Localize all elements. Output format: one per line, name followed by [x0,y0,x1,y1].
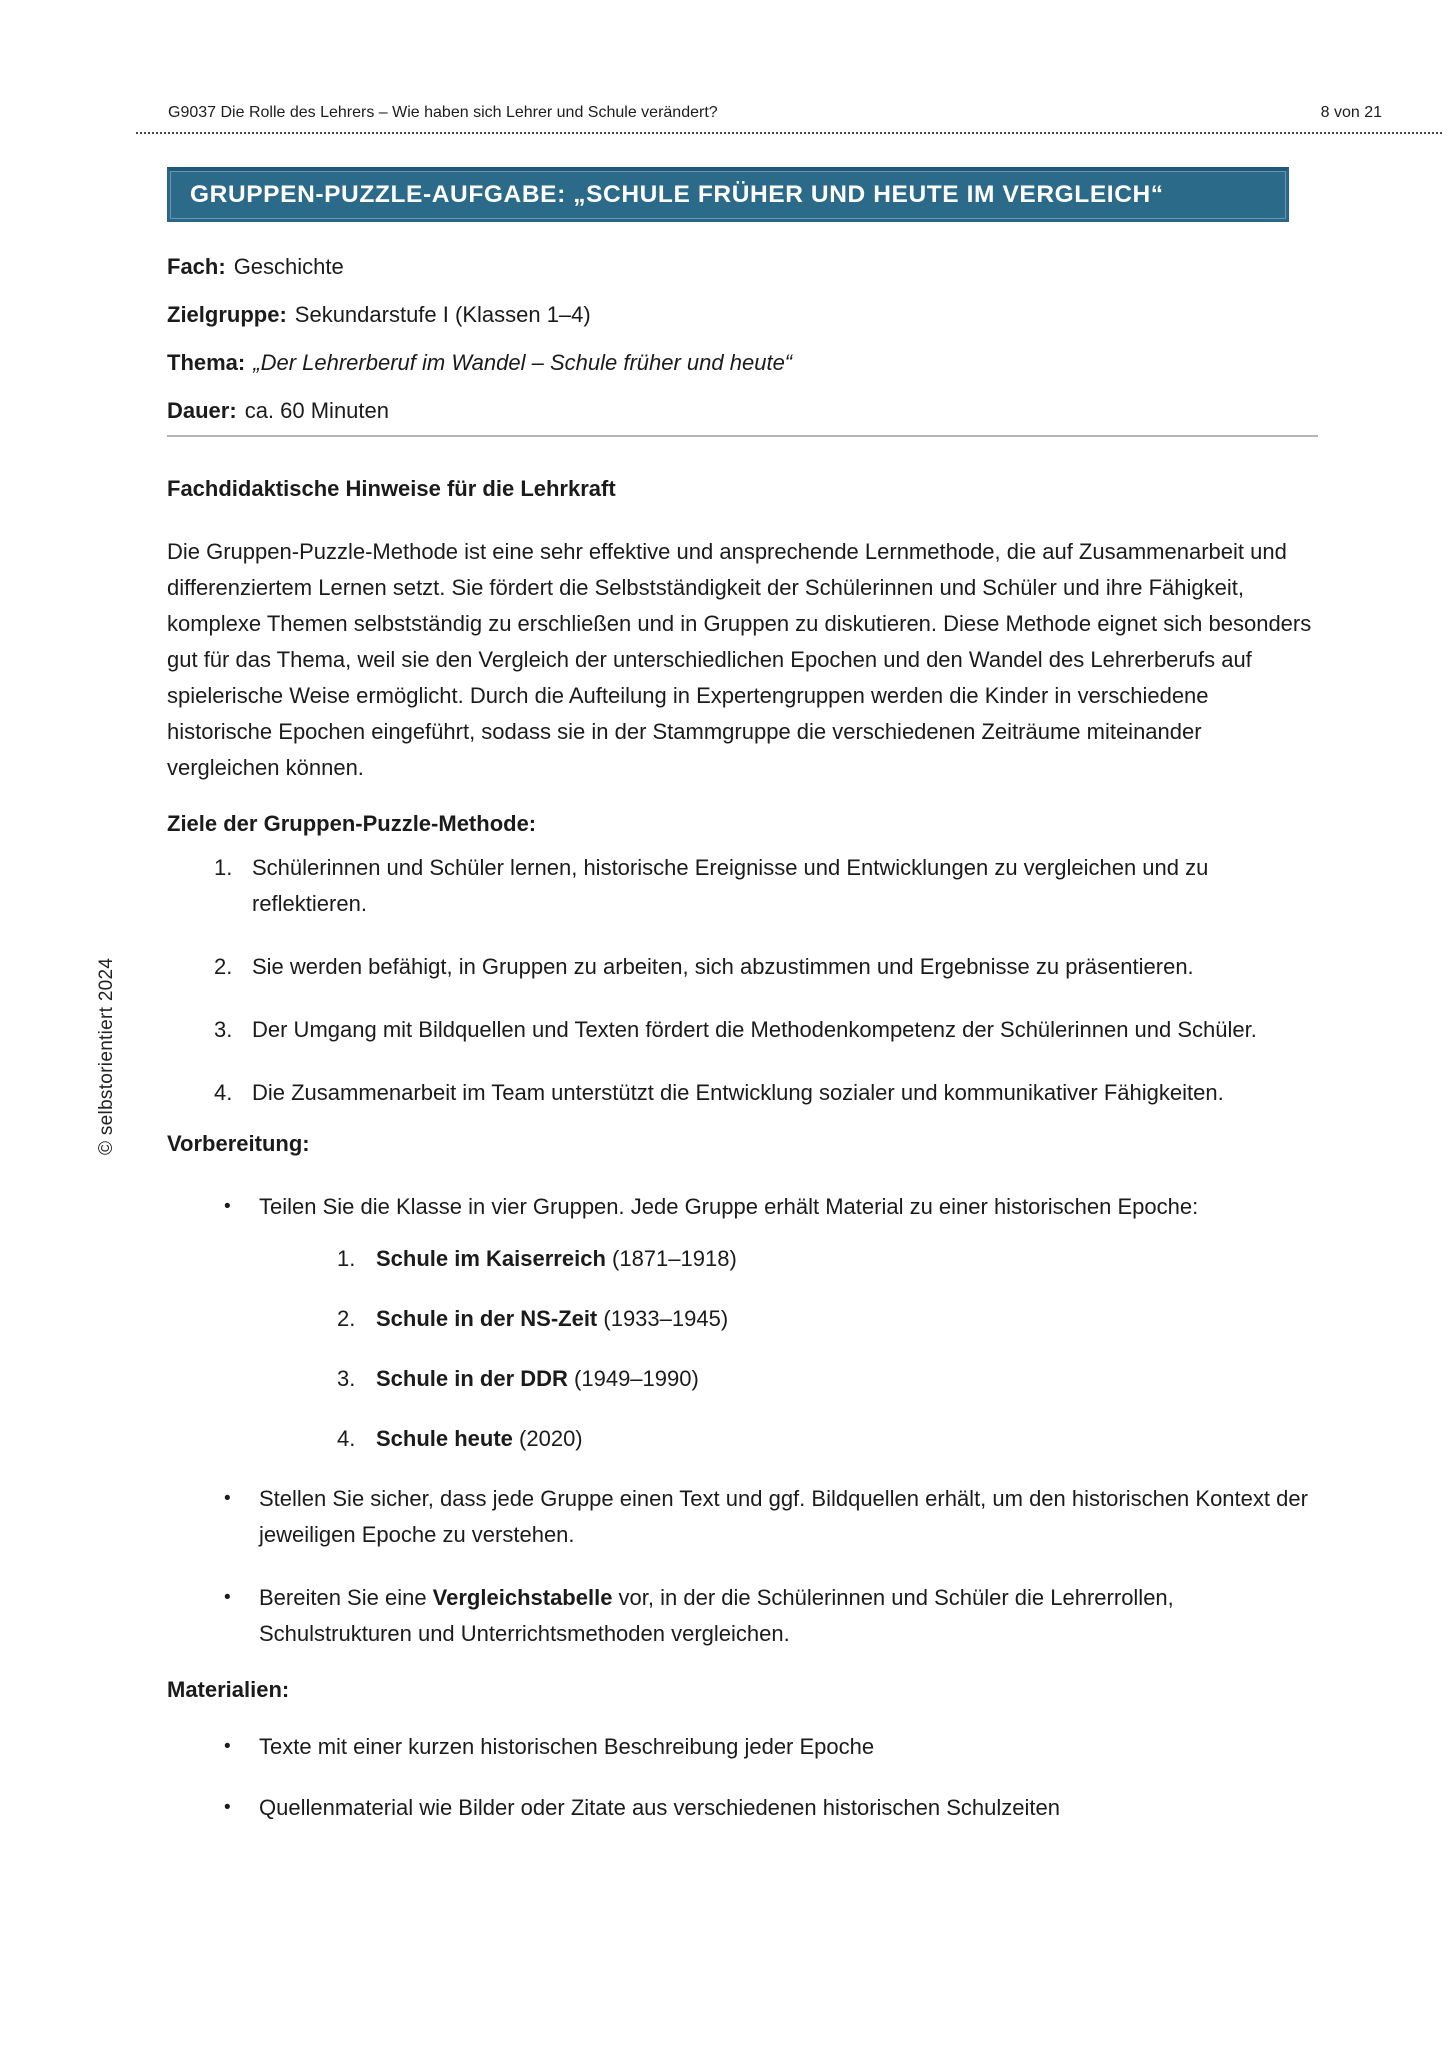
copyright-vertical-label: © selbstorientiert 2024 [96,957,117,1155]
epoche-text [376,1361,699,1397]
ziele-item-text: Schülerinnen und Schüler lernen, historische Ereignisse und Entwicklungen zu vergleichen und zu reflektieren. [252,855,1209,916]
vorbereitung-bullet-1-text: Teilen Sie die Klasse in vier Gruppen. Jede Gruppe erhält Material zu einer historischen Epoche: [259,1194,1199,1219]
list-number: 2. [337,1306,356,1331]
materialien-item [167,1729,1318,1765]
bullet-3-bold: Vergleichstabelle [432,1585,613,1610]
ziele-item [214,949,1318,985]
meta-block [167,243,1318,435]
meta-label-dauer: Dauer: [167,398,237,423]
epoche-name: Schule in der DDR [376,1366,568,1391]
ziele-item-text: Der Umgang mit Bildquellen und Texten fördert die Methodenkompetenz der Schülerinnen und Schüler. [252,1017,1257,1042]
hinweise-paragraph: Die Gruppen-Puzzle-Methode ist eine sehr effektive und ansprechende Lernmethode, die auf Zusammenarbeit und differenziertem Lernen setzt. Sie fördert die Selbstständigkeit der Schülerinnen und Schüler und ihre Fähigkeit, komplexe Themen selbstständig zu erschließen und in Gruppen zu diskutieren. Diese Methode eignet sich besonders gut für das Thema, weil sie den Vergleich der unterschiedlichen Epochen und den Wandel des Lehrerberufs auf spielerische Weise ermöglicht. Durch die Aufteilung in Expertengruppen werden die Kinder in verschiedene historische Epochen eingeführt, sodass sie in der Stammgruppe die verschiedenen Zeiträume miteinander vergleichen können. [167,539,1312,780]
epoche-years: (1949–1990) [567,1366,699,1391]
epoche-name: Schule heute [376,1426,513,1451]
materialien-heading: Materialien: [167,1677,290,1702]
ziele-item-text: Die Zusammenarbeit im Team unterstützt die Entwicklung sozialer und kommunikativer Fähigkeiten. [252,1080,1224,1105]
ziele-item-text: Sie werden befähigt, in Gruppen zu arbeiten, sich abzustimmen und Ergebnisse zu präsentieren. [252,954,1194,979]
running-header-title: G9037 Die Rolle des Lehrers – Wie haben sich Lehrer und Schule verändert? [168,104,718,121]
ziele-list [167,850,1318,1111]
meta-label-thema: Thema: [167,350,246,375]
meta-label-fach: Fach: [167,254,226,279]
epoche-item [337,1301,1318,1337]
epoche-text [376,1301,728,1337]
vorbereitung-bullet-2 [167,1481,1318,1553]
materialien-item-text: Quellenmaterial wie Bilder oder Zitate aus verschiedenen historischen Schulzeiten [259,1795,1060,1820]
ziele-heading: Ziele der Gruppen-Puzzle-Methode: [167,811,537,836]
bullet-icon: • [224,1488,231,1509]
ziele-item [214,850,1318,922]
meta-row-thema [167,339,1318,387]
list-number: 4. [337,1426,356,1451]
bullet-icon: • [224,1736,231,1757]
section-divider [167,435,1318,437]
materialien-item [167,1790,1318,1826]
bullet-icon: • [224,1196,231,1217]
meta-row-dauer [167,387,1318,435]
page-number: 8 von 21 [1320,104,1382,121]
vorbereitung-bullet-2-text: Stellen Sie sicher, dass jede Gruppe einen Text und ggf. Bildquellen erhält, um den historischen Kontext der jeweiligen Epoche zu verstehen. [259,1486,1308,1547]
bullet-3-pre: Bereiten Sie eine [259,1585,433,1610]
epochen-list [167,1241,1318,1457]
bullet-3-post: vor, in der die Schülerinnen und Schüler die Lehrerrollen, Schulstrukturen und Unterrichtsmethoden vergleichen. [259,1585,1174,1646]
epoche-years: (1933–1945) [597,1306,729,1331]
meta-value-dauer: ca. 60 Minuten [244,398,389,423]
epoche-years: (1871–1918) [605,1246,737,1271]
materialien-item-text: Texte mit einer kurzen historischen Beschreibung jeder Epoche [259,1734,875,1759]
list-number: 2. [214,954,233,979]
title-banner-text: GRUPPEN-PUZZLE-AUFGABE: „SCHULE FRÜHER UND HEUTE IM VERGLEICH“ [190,181,1164,208]
bullet-icon: • [224,1797,231,1818]
epoche-name: Schule in der NS-Zeit [376,1306,598,1331]
meta-value-fach: Geschichte [233,254,344,279]
list-number: 1. [337,1246,356,1271]
epoche-item [337,1361,1318,1397]
page-content [167,167,1318,1826]
bullet-icon: • [224,1587,231,1608]
list-number: 3. [214,1017,233,1042]
ziele-item [214,1075,1318,1111]
vorbereitung-bullet-1 [167,1189,1318,1225]
ziele-item [214,1012,1318,1048]
vorbereitung-bullet-3 [167,1580,1318,1652]
running-header [136,104,1442,134]
meta-value-thema: „Der Lehrerberuf im Wandel – Schule früher und heute“ [253,350,793,375]
vorbereitung-bullet-3-text [259,1580,1318,1652]
list-number: 4. [214,1080,233,1105]
hinweise-heading: Fachdidaktische Hinweise für die Lehrkraft [167,476,616,501]
meta-value-zielgruppe: Sekundarstufe I (Klassen 1–4) [294,302,591,327]
epoche-name: Schule im Kaiserreich [376,1246,606,1271]
list-number: 1. [214,855,233,880]
vorbereitung-heading: Vorbereitung: [167,1131,310,1156]
epoche-text [376,1241,737,1277]
meta-label-zielgruppe: Zielgruppe: [167,302,287,327]
epoche-text [376,1421,583,1457]
epoche-item [337,1241,1318,1277]
title-banner [167,167,1289,222]
list-number: 3. [337,1366,356,1391]
meta-row-fach [167,243,1318,291]
epoche-years: (2020) [512,1426,583,1451]
meta-row-zielgruppe [167,291,1318,339]
epoche-item [337,1421,1318,1457]
